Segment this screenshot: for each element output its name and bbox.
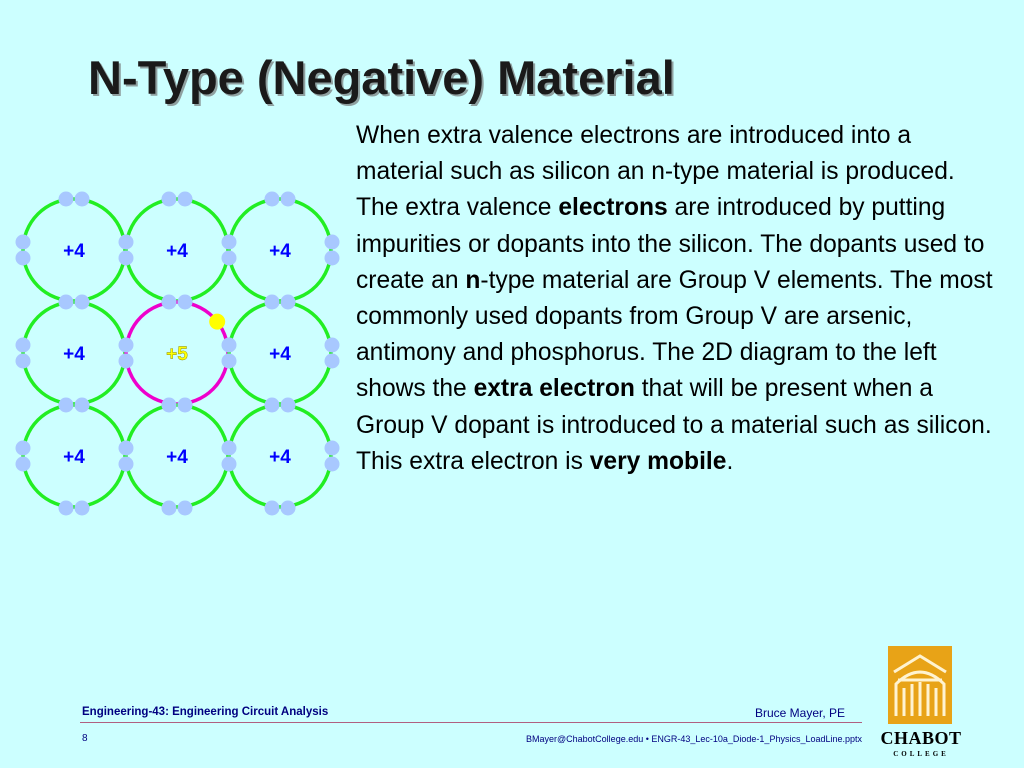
valence-electron — [75, 192, 90, 207]
slide-title: N-Type (Negative) Material — [88, 51, 675, 104]
logo-wordmark: CHABOT — [880, 728, 962, 748]
valence-electron — [281, 398, 296, 413]
logo-subtitle: COLLEGE — [893, 750, 949, 758]
extra-electron — [209, 314, 225, 330]
footer-divider — [80, 722, 862, 723]
valence-electron — [119, 441, 134, 456]
valence-electron — [16, 251, 31, 266]
valence-electron — [325, 457, 340, 472]
body-run: are introduced by putting impurities or dopants into the silicon. The dopants used to create an — [356, 194, 985, 294]
valence-electron — [222, 338, 237, 353]
valence-electron — [325, 235, 340, 250]
valence-electron — [222, 235, 237, 250]
lattice-diagram — [0, 0, 345, 530]
valence-electron — [265, 501, 280, 516]
valence-electron — [59, 192, 74, 207]
footer-file-info: BMayer@ChabotCollege.edu • ENGR-43_Lec-10a_Diode-1_Physics_LoadLine.pptx — [526, 734, 862, 744]
valence-electron — [222, 457, 237, 472]
footer-author: Bruce Mayer, PE — [755, 706, 846, 720]
valence-electron — [16, 235, 31, 250]
atom-charge-label: +4 — [63, 447, 85, 468]
valence-electron — [265, 295, 280, 310]
valence-electron — [119, 354, 134, 369]
valence-electron — [178, 501, 193, 516]
valence-electron — [16, 457, 31, 472]
emphasis-text: extra electron — [473, 375, 635, 403]
valence-electron — [325, 441, 340, 456]
body-run: . — [726, 447, 734, 475]
valence-electron — [162, 192, 177, 207]
valence-electron — [75, 501, 90, 516]
valence-electron — [325, 338, 340, 353]
body-run: When extra valence electrons are introduced into a material such as silicon an n-type material is produced. The extra valence — [356, 122, 955, 222]
valence-electron — [59, 501, 74, 516]
atom-charge-label: +4 — [63, 241, 85, 262]
valence-electron — [281, 295, 296, 310]
valence-electron — [178, 295, 193, 310]
atom-charge-label: +4 — [166, 447, 188, 468]
valence-electron — [222, 251, 237, 266]
valence-electron — [222, 441, 237, 456]
valence-electron — [162, 398, 177, 413]
emphasis-text: very mobile — [589, 447, 727, 475]
body-run: -type material are Group V elements. The most commonly used dopants from Group V are arsenic, antimony and phosphorus. The 2D diagram to the left shows the — [356, 266, 993, 403]
atom-charge-label: +4 — [269, 447, 291, 468]
valence-electron — [75, 295, 90, 310]
valence-electron — [119, 338, 134, 353]
valence-electron — [162, 501, 177, 516]
valence-electron — [265, 192, 280, 207]
valence-electron — [222, 354, 237, 369]
logo-building-lines — [896, 672, 944, 716]
valence-electron — [325, 251, 340, 266]
valence-electron — [119, 235, 134, 250]
valence-electron — [281, 501, 296, 516]
valence-electron — [59, 295, 74, 310]
valence-electron — [281, 192, 296, 207]
valence-electron — [75, 398, 90, 413]
valence-electron — [16, 338, 31, 353]
body-run: that will be present when a Group V dopant is introduced to a material such as silicon. This extra electron is — [356, 375, 992, 475]
atom-charge-label: +4 — [166, 241, 188, 262]
atom-charge-label: +4 — [269, 344, 291, 365]
slide-body-text — [356, 118, 996, 480]
footer-course: Engineering-43: Engineering Circuit Analysis — [82, 706, 329, 718]
valence-electron — [16, 441, 31, 456]
emphasis-text: electrons — [558, 194, 668, 222]
valence-electron — [162, 295, 177, 310]
valence-electron — [325, 354, 340, 369]
valence-electron — [178, 192, 193, 207]
valence-electron — [119, 251, 134, 266]
footer-page-number: 8 — [82, 733, 88, 744]
valence-electron — [59, 398, 74, 413]
atom-charge-label: +4 — [269, 241, 291, 262]
valence-electron — [119, 457, 134, 472]
valence-electron — [178, 398, 193, 413]
valence-electron — [16, 354, 31, 369]
emphasis-text: n — [465, 266, 481, 294]
dopant-charge-label: +5 — [166, 344, 188, 365]
atom-charge-label: +4 — [63, 344, 85, 365]
valence-electron — [265, 398, 280, 413]
